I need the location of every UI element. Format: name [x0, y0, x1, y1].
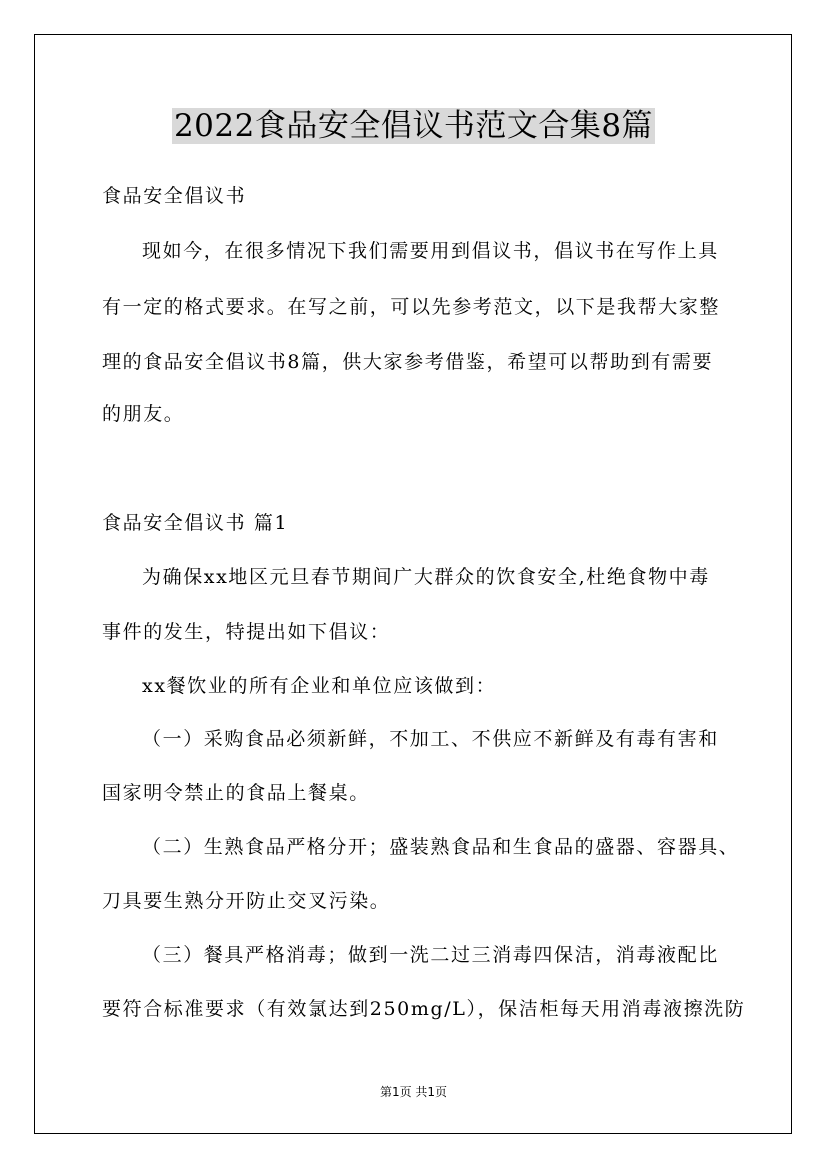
- document-title: 2022食品安全倡议书范文合集8篇: [173, 108, 654, 144]
- paragraph-line: 理的食品安全倡议书8篇，供大家参考借鉴，希望可以帮助到有需要: [102, 351, 714, 373]
- paragraph-line: 有一定的格式要求。在写之前，可以先参考范文，以下是我帮大家整: [102, 296, 721, 318]
- paragraph-line: 事件的发生，特提出如下倡议：: [102, 621, 391, 643]
- paragraph-line: （一）采购食品必须新鲜，不加工、不供应不新鲜及有毒有害和: [142, 728, 719, 750]
- paragraph-line: 要符合标准要求（有效氯达到250mg/L），保洁柜每天用消毒液擦洗防: [102, 998, 746, 1020]
- paragraph-line: 国家明令禁止的食品上餐桌。: [102, 782, 370, 804]
- paragraph-line: 刀具要生熟分开防止交叉污染。: [102, 890, 391, 912]
- section-heading: 食品安全倡议书: [102, 185, 247, 207]
- paragraph-line: 为确保xx地区元旦春节期间广大群众的饮食安全,杜绝食物中毒: [142, 566, 710, 588]
- paragraph-line: （二）生熟食品严格分开；盛装熟食品和生食品的盛器、容器具、: [142, 836, 740, 858]
- section-heading: 食品安全倡议书 篇1: [102, 512, 289, 534]
- page-footer: 第1页 共1页: [379, 1085, 448, 1099]
- paragraph-line: xx餐饮业的所有企业和单位应该做到：: [142, 675, 497, 697]
- paragraph-line: 的朋友。: [102, 403, 185, 425]
- paragraph-line: （三）餐具严格消毒；做到一洗二过三消毒四保洁，消毒液配比: [142, 944, 719, 966]
- paragraph-line: 现如今，在很多情况下我们需要用到倡议书，倡议书在写作上具: [142, 240, 719, 262]
